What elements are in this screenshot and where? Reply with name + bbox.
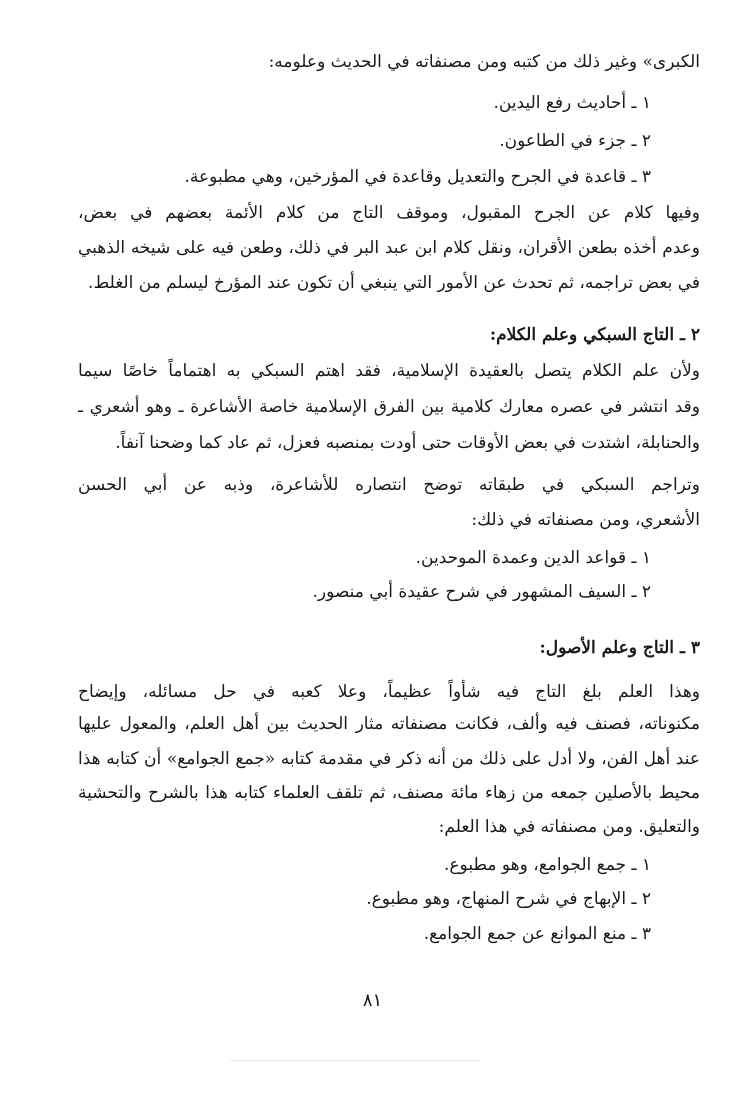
text-line: الكبرى» وغير ذلك من كتبه ومن مصنفاته في الحديث وعلومه: (268, 52, 700, 72)
list-item: ١ ـ جمع الجوامع، وهو مطبوع. (443, 855, 651, 875)
list-item: ١ ـ أحاديث رفع اليدين. (493, 93, 651, 113)
paragraph-line: محيط بالأصلين جمعه من زهاء مائة مصنف، ثم تلقف العلماء كتابه هذا بالشرح والتحشية (78, 783, 700, 803)
paragraph-line: والتعليق. ومن مصنفاته في هذا العلم: (438, 817, 700, 837)
page-number: ٨١ (362, 990, 383, 1011)
paragraph-line: في بعض تراجمه، ثم تحدث عن الأمور التي ينبغي أن تكون عند المؤرخ ليسلم من الغلط. (88, 273, 700, 293)
paragraph-line: مكنوناته، فصنف فيه وألف، فكانت مصنفاته مثار الحديث بين أهل العلم، والمعول عليها (78, 714, 700, 734)
paragraph-line: والحنابلة، اشتدت في بعض الأوقات حتى أودت بمنصبه فعزل، ثم عاد كما وضحنا آنفاً. (115, 433, 700, 453)
list-item: ١ ـ قواعد الدين وعمدة الموحدين. (415, 548, 651, 568)
list-item: ٣ ـ قاعدة في الجرح والتعديل وقاعدة في المؤرخين، وهي مطبوعة. (184, 167, 651, 187)
list-item: ٢ ـ السيف المشهور في شرح عقيدة أبي منصور. (312, 582, 651, 602)
paragraph-line: وهذا العلم بلغ التاج فيه شأواً عظيماً، وعلا كعبه في حل مسائله، وإيضاح (78, 682, 700, 702)
paragraph-line: ولأن علم الكلام يتصل بالعقيدة الإسلامية، فقد اهتم السبكي به اهتماماً خاصًا سيما (78, 361, 700, 381)
paragraph-line: وقد انتشر في عصره معارك كلامية بين الفرق الإسلامية خاصة الأشاعرة ـ وهو أشعري ـ (78, 397, 700, 417)
list-item: ٢ ـ الإبهاج في شرح المنهاج، وهو مطبوع. (366, 889, 651, 909)
section-heading: ٣ ـ التاج وعلم الأصول: (539, 638, 700, 658)
paragraph-line: وفيها كلام عن الجرح المقبول، وموقف التاج من كلام الأئمة بعضهم في بعض، (78, 203, 700, 223)
bottom-divider (230, 1060, 480, 1061)
paragraph-line: عند أهل الفن، ولا أدل على ذلك من أنه ذكر في مقدمة كتابه «جمع الجوامع» أن كتابه هذا (78, 749, 700, 769)
paragraph-line: وتراجم السبكي في طبقاته توضح انتصاره للأشاعرة، وذبه عن أبي الحسن (78, 475, 700, 495)
paragraph-line: الأشعري، ومن مصنفاته في ذلك: (471, 510, 700, 530)
section-heading: ٢ ـ التاج السبكي وعلم الكلام: (489, 325, 700, 345)
list-item: ٣ ـ منع الموانع عن جمع الجوامع. (423, 924, 651, 944)
list-item: ٢ ـ جزء في الطاعون. (499, 131, 651, 151)
paragraph-line: وعدم أخذه بطعن الأقران، ونقل كلام ابن عبد البر في ذلك، وطعن فيه على شيخه الذهبي (78, 238, 700, 258)
